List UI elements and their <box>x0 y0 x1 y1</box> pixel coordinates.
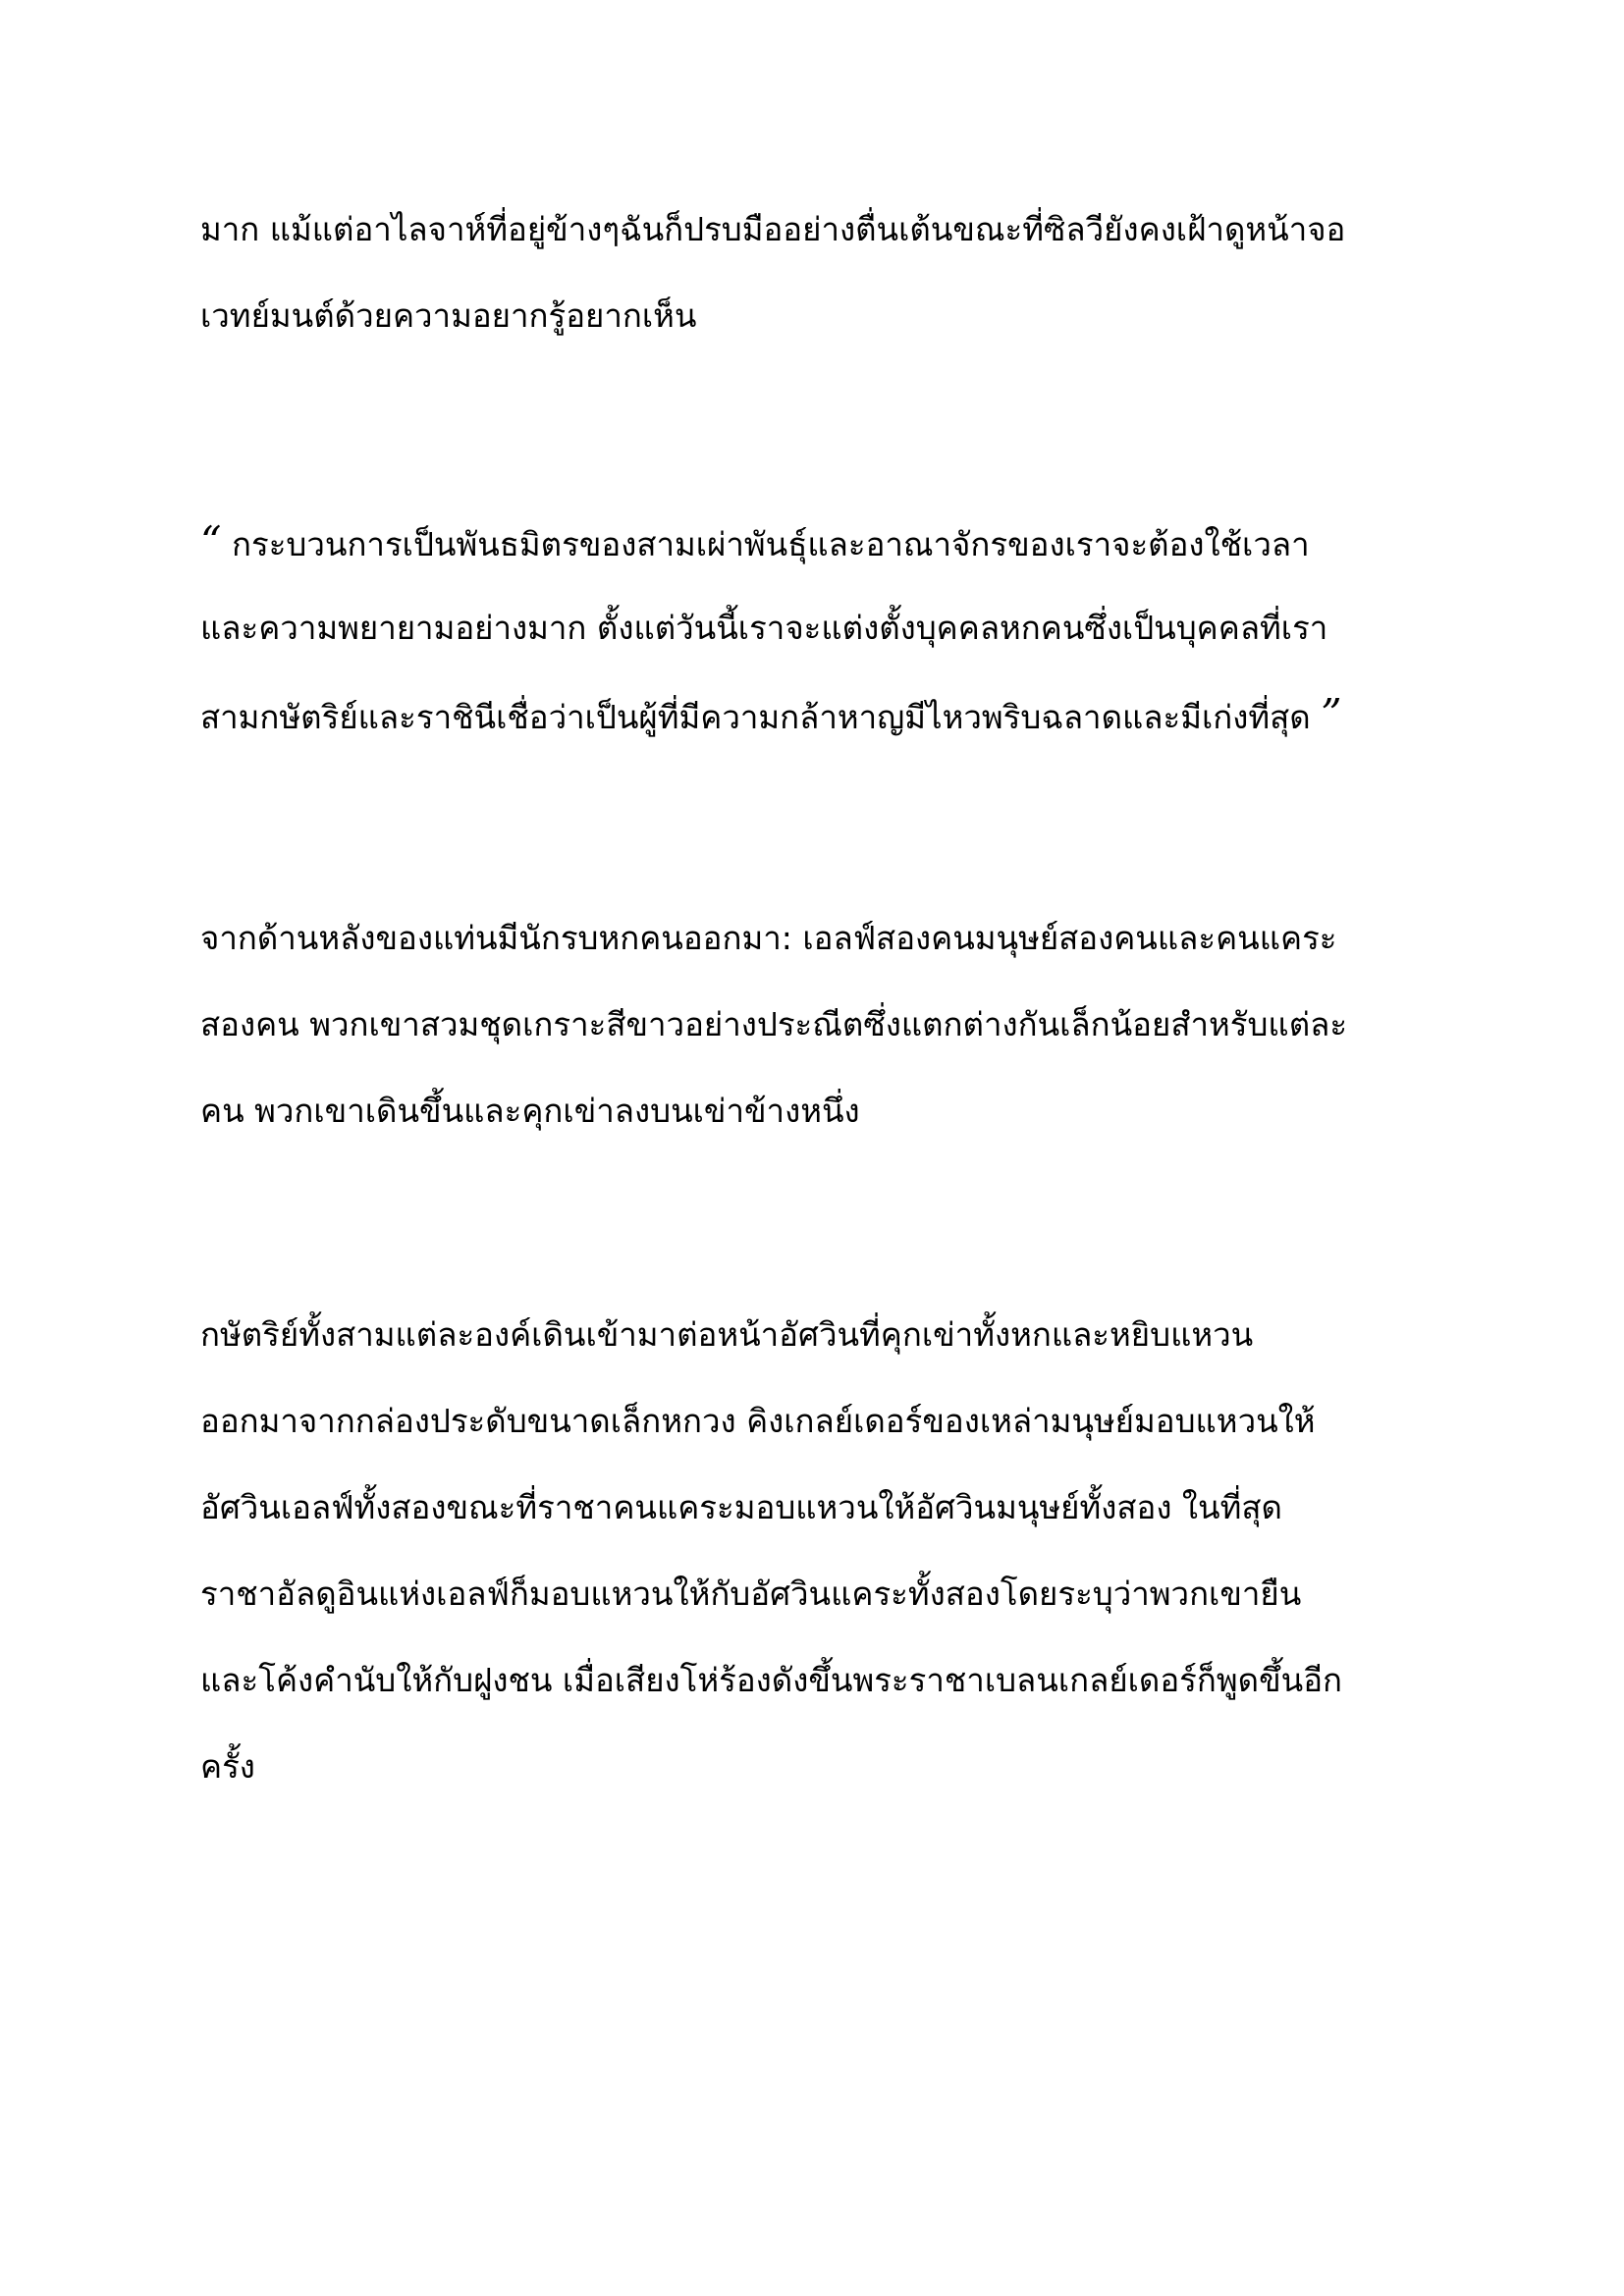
paragraph-1-line-1: มาก แม้แต่อาไลจาห์ที่อยู่ข้างๆฉันก็ปรบมืออย่างตื่นเต้นขณะที่ซิลวียังคงเฝ้าดูหน้าจอ <box>200 210 1346 248</box>
paragraph-3-line-2: สองคน พวกเขาสวมชุดเกราะสีขาวอย่างประณีตซึ่งแตกต่างกันเล็กน้อยสำหรับแต่ละ <box>200 1005 1348 1043</box>
quote-line-1-text: กระบวนการเป็นพันธมิตรของสามเผ่าพันธุ์และอาณาจักรของเราจะต้องใช้เวลา <box>231 525 1310 563</box>
paragraph-4-line-5: และโค้งคำนับให้กับฝูงชน เมื่อเสียงโห่ร้องดังขึ้นพระราชาเบลนเกลย์เดอร์ก็พูดขึ้นอีก <box>200 1661 1342 1699</box>
paragraph-4-line-2: ออกมาจากกล่องประดับขนาดเล็กหกวง คิงเกลย์เดอร์ของเหล่ามนุษย์มอบแหวนให้ <box>200 1402 1316 1440</box>
open-quote-mark: “ <box>200 517 222 565</box>
close-quote-mark: ” <box>1321 690 1342 738</box>
paragraph-2-line-1 <box>200 517 1310 566</box>
paragraph-4-line-4: ราชาอัลดูอินแห่งเอลฟ์ก็มอบแหวนให้กับอัศวินแคระทั้งสองโดยระบุว่าพวกเขายืน <box>200 1575 1302 1613</box>
paragraph-2-line-3 <box>200 690 1342 739</box>
paragraph-4-line-3: อัศวินเอลฟ์ทั้งสองขณะที่ราชาคนแคระมอบแหวนให้อัศวินมนุษย์ทั้งสอง ในที่สุด <box>200 1488 1282 1526</box>
paragraph-1-line-2: เวทย์มนต์ด้วยความอยากรู้อยากเห็น <box>200 296 697 335</box>
paragraph-2-line-2: และความพยายามอย่างมาก ตั้งแต่วันนี้เราจะแต่งตั้งบุคคลหกคนซึ่งเป็นบุคคลที่เรา <box>200 609 1328 647</box>
quote-line-3-text: สามกษัตริย์และราชินีเชื่อว่าเป็นผู้ที่มีความกล้าหาญมีไหวพริบฉลาดและมีเก่งที่สุด <box>200 698 1311 736</box>
paragraph-4-line-6: ครั้ง <box>200 1747 255 1786</box>
paragraph-3-line-1: จากด้านหลังของแท่นมีนักรบหกคนออกมา: เอลฟ์สองคนมนุษย์สองคนและคนแคระ <box>200 919 1337 957</box>
paragraph-4-line-1: กษัตริย์ทั้งสามแต่ละองค์เดินเข้ามาต่อหน้าอัศวินที่คุกเข่าทั้งหกและหยิบแหวน <box>200 1315 1254 1354</box>
paragraph-3-line-3: คน พวกเขาเดินขึ้นและคุกเข่าลงบนเข่าข้างหนึ่ง <box>200 1092 860 1130</box>
